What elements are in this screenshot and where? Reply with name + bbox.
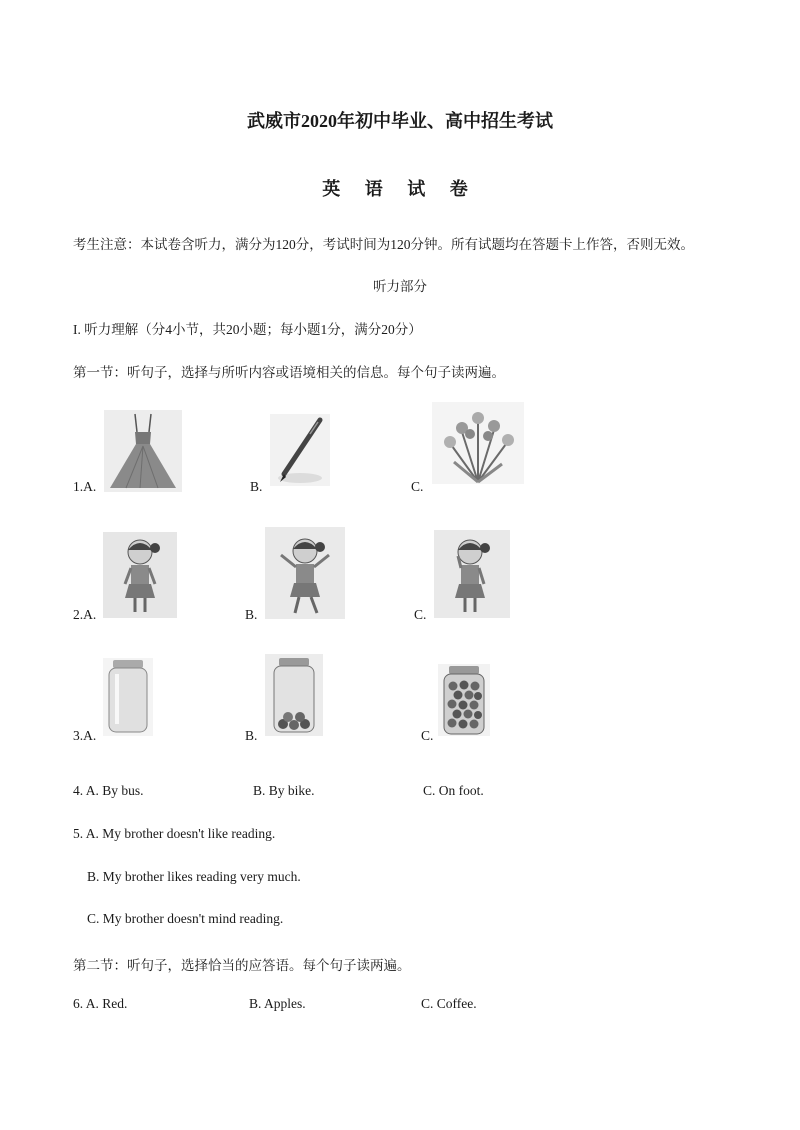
empty-jar-image: [103, 658, 153, 736]
dress-image: [104, 410, 182, 492]
q3-label-a: 3.A.: [73, 728, 97, 743]
q2-label-c: C.: [414, 607, 427, 622]
half-full-jar-image: [265, 654, 323, 736]
section2-instruction: 第二节：听句子，选择恰当的应答语。每个句子读两遍。: [73, 958, 411, 973]
section-header: 听力部分: [373, 279, 427, 294]
q1-label-c: C.: [411, 479, 424, 494]
q3-label-b: B.: [245, 728, 258, 743]
q5-option-c: C. My brother doesn't mind reading.: [87, 911, 284, 926]
q2-label-a: 2.A.: [73, 607, 97, 622]
exam-subtitle: 英 语 试 卷: [322, 179, 478, 199]
q6-option-b: B. Apples.: [249, 996, 306, 1011]
q4-option-b: B. By bike.: [253, 783, 315, 798]
exam-notice: 考生注意：本试卷含听力，满分为120分，考试时间为120分钟。所有试题均在答题卡上作答，否则无效。: [73, 237, 694, 252]
q1-label-b: B.: [250, 479, 263, 494]
q4-option-c: C. On foot.: [423, 783, 484, 798]
q6-option-c: C. Coffee.: [421, 996, 477, 1011]
girl-waving-image: [265, 527, 345, 619]
girl-hand-on-face-image: [434, 530, 510, 618]
flowers-image: [432, 402, 524, 484]
q5-option-b: B. My brother likes reading very much.: [87, 869, 301, 884]
q6-option-a: 6. A. Red.: [73, 996, 128, 1011]
exam-title: 武威市2020年初中毕业、高中招生考试: [247, 111, 553, 131]
pen-image: [270, 414, 330, 486]
q1-label-a: 1.A.: [73, 479, 97, 494]
section1-instruction: 第一节：听句子，选择与所听内容或语境相关的信息。每个句子读两遍。: [73, 365, 505, 380]
q2-label-b: B.: [245, 607, 258, 622]
q5-option-a: 5. A. My brother doesn't like reading.: [73, 826, 276, 841]
part1-heading: I. 听力理解（分4小节，共20小题；每小题1分，满分20分）: [73, 322, 422, 337]
q3-label-c: C.: [421, 728, 434, 743]
girl-standing-image: [103, 532, 177, 618]
full-jar-image: [438, 664, 490, 736]
q4-option-a: 4. A. By bus.: [73, 783, 144, 798]
